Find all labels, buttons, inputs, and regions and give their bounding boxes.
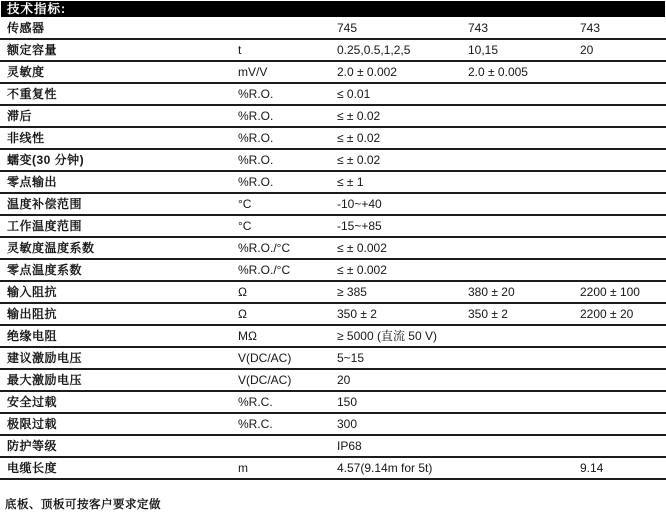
- spec-table: [0, 18, 666, 480]
- spec-label: 防护等级: [7, 439, 58, 453]
- spec-label: 安全过载: [7, 395, 58, 409]
- spec-value-3: 2200 ± 20: [580, 307, 634, 321]
- spec-label: 极限过载: [7, 417, 58, 431]
- spec-label: 非线性: [7, 131, 45, 145]
- spec-unit: V(DC/AC): [238, 351, 292, 365]
- spec-label: 工作温度范围: [7, 219, 83, 233]
- spec-value-1: ≤ ± 1: [337, 175, 364, 189]
- spec-unit: %R.O.: [238, 153, 274, 167]
- spec-label: 蠕变(30 分钟): [7, 153, 85, 167]
- spec-label: 温度补偿范围: [7, 197, 83, 211]
- spec-value-1: 5~15: [337, 351, 365, 365]
- spec-value-1: 0.25,0.5,1,2,5: [337, 43, 411, 57]
- spec-unit: %R.O.: [238, 131, 274, 145]
- spec-value-2: 380 ± 20: [468, 285, 515, 299]
- spec-value-2: 2.0 ± 0.005: [468, 65, 528, 79]
- spec-unit: Ω: [238, 307, 247, 321]
- table-row: [0, 304, 666, 326]
- spec-value-1: 2.0 ± 0.002: [337, 65, 397, 79]
- spec-unit: m: [238, 461, 248, 475]
- spec-value-1: ≤ 0.01: [337, 87, 371, 101]
- spec-unit: t: [238, 43, 242, 57]
- table-row: [0, 194, 666, 216]
- spec-label: 输入阻抗: [7, 285, 58, 299]
- spec-value-1: IP68: [337, 439, 362, 453]
- spec-value-1: ≤ ± 0.002: [337, 263, 387, 277]
- spec-unit: %R.C.: [238, 417, 273, 431]
- table-row: [0, 348, 666, 370]
- spec-value-1: ≤ ± 0.02: [337, 109, 381, 123]
- spec-value-1: 300: [337, 417, 358, 431]
- table-row: [0, 172, 666, 194]
- table-row: [0, 62, 666, 84]
- table-row: [0, 216, 666, 238]
- spec-unit: %R.O./°C: [238, 263, 291, 277]
- table-row: [0, 84, 666, 106]
- spec-unit: °C: [238, 219, 252, 233]
- spec-unit: %R.O.: [238, 109, 274, 123]
- table-row: [0, 282, 666, 304]
- spec-value-3: 2200 ± 100: [580, 285, 640, 299]
- spec-value-1: 20: [337, 373, 351, 387]
- table-row: [0, 18, 666, 40]
- table-row: [0, 414, 666, 436]
- table-row: [0, 392, 666, 414]
- table-row: [0, 458, 666, 480]
- spec-label: 灵敏度: [7, 65, 45, 79]
- spec-label: 不重复性: [7, 87, 58, 101]
- spec-value-1: ≥ 385: [337, 285, 367, 299]
- spec-value-1: ≤ ± 0.002: [337, 241, 387, 255]
- spec-value-1: ≥ 5000 (直流 50 V): [337, 329, 437, 343]
- spec-value-1: ≤ ± 0.02: [337, 131, 381, 145]
- spec-label: 建议激励电压: [7, 351, 83, 365]
- spec-value-1: ≤ ± 0.02: [337, 153, 381, 167]
- spec-value-3: 743: [580, 21, 601, 35]
- table-row: [0, 260, 666, 282]
- spec-value-1: -15~+85: [337, 219, 382, 233]
- table-row: [0, 370, 666, 392]
- spec-unit: mV/V: [238, 65, 268, 79]
- section-title: 技术指标:: [7, 2, 67, 16]
- spec-unit: %R.O.: [238, 87, 274, 101]
- spec-unit: %R.O./°C: [238, 241, 291, 255]
- footer-note: 底板、顶板可按客户要求定做: [5, 499, 161, 511]
- spec-unit: %R.O.: [238, 175, 274, 189]
- table-row: [0, 436, 666, 458]
- spec-value-3: 9.14: [580, 461, 604, 475]
- spec-value-1: 350 ± 2: [337, 307, 377, 321]
- spec-value-2: 743: [468, 21, 489, 35]
- section-title-bar: [1, 1, 665, 17]
- spec-label: 零点输出: [7, 175, 58, 189]
- spec-label: 灵敏度温度系数: [7, 241, 95, 255]
- table-row: [0, 40, 666, 62]
- table-row: [0, 150, 666, 172]
- spec-value-1: 150: [337, 395, 358, 409]
- spec-value-1: -10~+40: [337, 197, 382, 211]
- table-row: [0, 326, 666, 348]
- spec-label: 绝缘电阻: [7, 329, 58, 343]
- spec-unit: °C: [238, 197, 252, 211]
- spec-label: 零点温度系数: [7, 263, 83, 277]
- spec-unit: MΩ: [238, 329, 257, 343]
- spec-value-3: 20: [580, 43, 594, 57]
- spec-label: 输出阻抗: [7, 307, 58, 321]
- spec-label: 最大激励电压: [7, 373, 83, 387]
- table-row: [0, 238, 666, 260]
- spec-label: 传感器: [7, 21, 45, 35]
- spec-unit: %R.C.: [238, 395, 273, 409]
- spec-label: 滞后: [7, 109, 33, 123]
- spec-unit: V(DC/AC): [238, 373, 292, 387]
- spec-value-2: 350 ± 2: [468, 307, 508, 321]
- table-row: [0, 106, 666, 128]
- spec-label: 额定容量: [7, 43, 58, 57]
- spec-unit: Ω: [238, 285, 247, 299]
- spec-value-1: 4.57(9.14m for 5t): [337, 461, 433, 475]
- spec-value-1: 745: [337, 21, 358, 35]
- spec-value-2: 10,15: [468, 43, 499, 57]
- spec-label: 电缆长度: [7, 461, 58, 475]
- table-row: [0, 128, 666, 150]
